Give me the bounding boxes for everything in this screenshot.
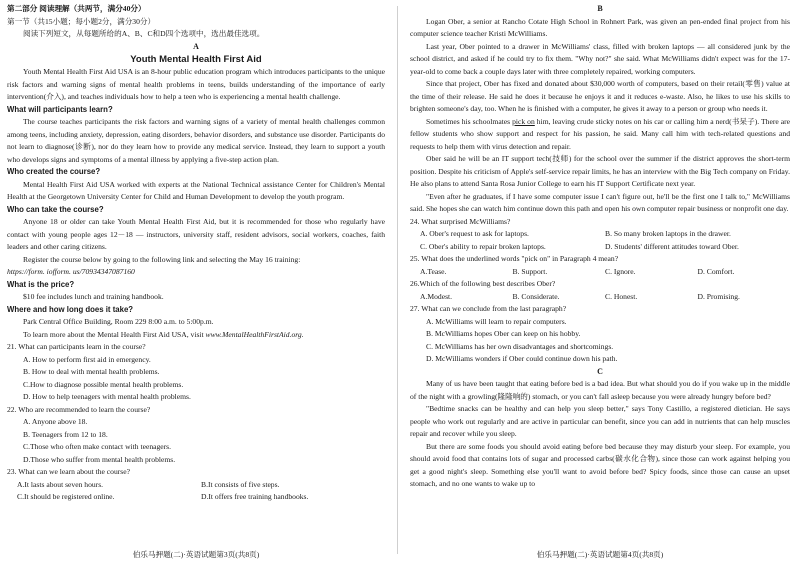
passage-a-title: Youth Mental Health First Aid <box>130 54 262 65</box>
section-heading: What is the price? <box>7 279 75 289</box>
question-24: 24. What surprised McWilliams? <box>410 216 511 226</box>
website-link[interactable]: www.MentalHealthFirstAid.org. <box>205 329 304 339</box>
paragraph: Park Central Office Building, Room 229 8:00 a.m. to 5:00p.m. <box>23 317 214 326</box>
option: C. Honest. <box>605 291 638 301</box>
passage-c-letter: C <box>597 366 603 376</box>
option: B. So many broken laptops in the drawer. <box>605 229 731 238</box>
paragraph: Register the course below by going to the following link and selecting the May 16 training: <box>23 254 301 264</box>
option-row <box>410 228 790 241</box>
option-row <box>7 479 385 492</box>
option: D.Those who suffer from mental health problems. <box>23 454 176 464</box>
paragraph: Since that project, Ober has fixed and donated about $30,000 worth of computers, based on their retail(零售) value at the time of their release. He said he does it because he enjoys it and it reduces e-waste. Also, he likes to use his skills to brighten someone's day, too. When he is finished with a computer, he gives it away to a person or group who needs it. <box>410 79 790 113</box>
question-27: 27. What can we conclude from the last paragraph? <box>410 304 567 313</box>
option: A.It lasts about seven hours. <box>17 479 104 489</box>
right-page <box>410 3 790 491</box>
paragraph: Logan Ober, a senior at Rancho Cotate High School in Rohnert Park, was given an pen-ended final project from his computer science teacher Kristi McWilliams. <box>410 16 790 38</box>
option: A. McWilliams will learn to repair computers. <box>426 316 567 326</box>
passage-a-letter: A <box>193 41 199 51</box>
option: B. Considerate. <box>512 291 560 301</box>
question-26: 26.Which of the following best describes Ober? <box>410 279 556 288</box>
option: C.Those who often make contact with teenagers. <box>23 442 172 451</box>
option: A. Ober's request to ask for laptops. <box>420 229 529 238</box>
option: D. Comfort. <box>697 266 735 276</box>
underlined-phrase: pick on <box>512 116 535 126</box>
paragraph: The course teaches participants the risk factors and warning signs of a variety of mental health challenges common among teens, including anxiety, depression, eating disorders, behavior disorders, and substance use disorder. Participants do not learn to diagnose(诊断), nor do they learn how to provide any medical service. Instead, they learn to support a youth who develops signs and symptoms of a mental illness by applying a five-step action plan. <box>7 117 385 164</box>
paragraph: Mental Health First Aid USA worked with experts at the National Technical assistance Center for Children's Mental Health at the Georgetown University Center for Child and Human Development to develop the youth program. <box>7 179 385 201</box>
left-page <box>7 3 385 504</box>
section-heading: Who can take the course? <box>7 204 104 214</box>
passage-b-letter: B <box>597 4 603 13</box>
section-heading: What will participants learn? <box>7 104 113 114</box>
option: D. Promising. <box>697 291 740 301</box>
paragraph: Last year, Ober pointed to a drawer in McWilliams' class, filled with broken laptops — all considered junk by the school district, and asked if he could try to fix them. "Why not?" she said. What McWilliams didn't expect was for the 17-year-old to come back a couple days later with three completely repaired, working computers. <box>410 41 790 76</box>
section-heading: Where and how long does it take? <box>7 304 134 314</box>
option: A. How to perform first aid in emergency. <box>23 354 151 364</box>
option: B. Teenagers from 12 to 18. <box>23 429 108 439</box>
option: C. Ignore. <box>605 266 636 276</box>
question-21: 21. What can participants learn in the course? <box>7 342 146 351</box>
paragraph: $10 fee includes lunch and training handbook. <box>23 292 164 301</box>
paragraph <box>410 116 790 154</box>
paragraph: "Even after he graduates, if I have some computer issue I can't figure out, he'll be the first one I talk to," McWilliams said. She hopes she can watch him continue down this path and open his own computer repair business or nonprofit one day. <box>410 191 790 213</box>
paragraph: Ober said he will be an IT support tech(技师) for the school over the summer if the district approves the short-term position. Despite his criticism of Apple's self-service repair limits, he has an interview with the Big Tech company on Friday. He also plans to attend Santa Rosa Junior College to earn his IT Support Certificate next year. <box>410 154 790 188</box>
option: C. Ober's ability to repair broken laptops. <box>420 241 546 251</box>
question-23: 23. What can we learn about the course? <box>7 467 130 476</box>
section-heading: Who created the course? <box>7 167 101 176</box>
option: B. Support. <box>512 266 548 276</box>
option: A.Tease. <box>420 266 447 276</box>
section-title: 第二部分 阅读理解（共两节，满分40分） <box>7 4 146 13</box>
paragraph-text: him, leaving crude sticky notes on his car or calling him a nerd(书呆子). There are fellow students who show support and respect for his passion, he said. Many call him with tech-related questions and requests to help them with virus detection and repair. <box>410 116 790 151</box>
part-title: 第一节（共15小题；每小题2分，满分30分） <box>7 16 156 26</box>
paragraph-text: To learn more about the Mental Health First Aid USA, visit <box>23 329 204 339</box>
option: C. McWilliams has her own disadvantages and shortcomings. <box>426 341 614 351</box>
option-row <box>410 241 790 254</box>
option-row <box>410 291 790 304</box>
option: B. McWilliams hopes Ober can keep on his hobby. <box>426 329 581 338</box>
option: D. McWilliams wonders if Ober could continue down his path. <box>426 354 618 363</box>
option: A.Modest. <box>420 291 453 301</box>
option: B.It consists of five steps. <box>201 479 280 489</box>
option: D.It offers free training handbooks. <box>201 492 309 501</box>
paragraph: "Bedtime snacks can be healthy and can help you sleep better," says Tony Castillo, a registered dietician. He says people who work out regularly and are active in particular can benefit, since you can add in nutrients that can help muscles repair and recover while you sleep. <box>410 404 790 438</box>
paragraph: Youth Mental Health First Aid USA is an 8-hour public education program which introduces participants to the unique risk factors and warning signs of mental health problems in teens, builds understanding of the importance of early intervention(介入), and teaches individuals how to help a teen who is experiencing a mental health challenge. <box>7 67 385 101</box>
page-footer-left: 伯乐马押题(二)·英语试题第3页(共8页) <box>132 550 260 559</box>
option: B. How to deal with mental health problems. <box>23 367 160 376</box>
option: A. Anyone above 18. <box>23 417 88 426</box>
registration-link[interactable]: https://form. iofform. us/70934347087160 <box>7 267 135 276</box>
question-25: 25. What does the underlined words "pick on" in Paragraph 4 mean? <box>410 254 619 263</box>
paragraph <box>7 329 385 342</box>
option: D. How to help teenagers with mental health problems. <box>23 392 191 401</box>
option: C.It should be registered online. <box>17 492 115 501</box>
question-22: 22. Who are recommended to learn the course? <box>7 404 151 414</box>
instruction: 阅读下列短文，从每题所给的A、B、C和D四个选项中，选出最佳选项。 <box>23 29 265 38</box>
option: C.How to diagnose possible mental health problems. <box>23 379 184 389</box>
option-row <box>410 266 790 279</box>
paragraph: Many of us have been taught that eating before bed is a bad idea. But what should you do if you wake up in the middle of the night with a growling(隆隆响的) stomach, or you can't fall asleep because you were already hungry before bed? <box>410 379 790 401</box>
paragraph-text: Sometimes his schoolmates <box>426 116 511 126</box>
paragraph: Anyone 18 or older can take Youth Mental Health First Aid, but it is recommended for those who regularly have contact with young people ages 12－18 — instructors, university staff, resident advisors, social workers, coaches, faith leaders and other caring citizens. <box>7 217 385 251</box>
option-row <box>7 491 385 504</box>
option: D. Students' different attitudes toward Ober. <box>605 241 739 251</box>
page-divider <box>397 6 398 554</box>
page-footer-right: 伯乐马押题(二)·英语试题第4页(共8页) <box>536 550 664 559</box>
paragraph: But there are some foods you should avoid eating before bed because they may disturb your sleep. For example, you should avoid food that contains lots of sugar and processed carbs(碳水化合物), since those can work against helping you get a good night's sleep. Something else you'll want to avoid before bed? Spicy foods, since those can cause an upset stomach, and no one wants to wake up to <box>410 441 790 488</box>
